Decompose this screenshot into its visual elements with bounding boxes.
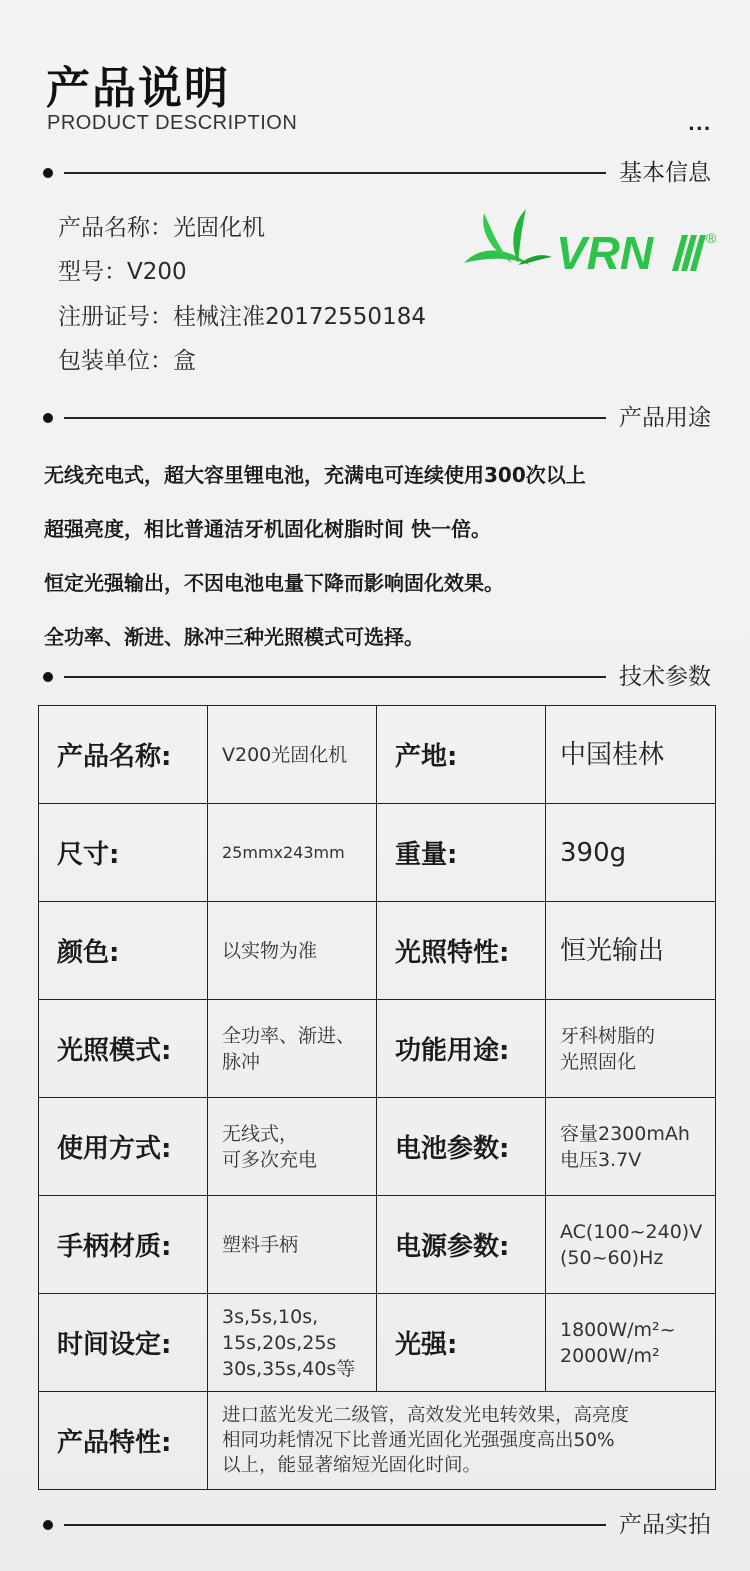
spec-key: 重量: [377,804,546,902]
spec-value-line: AC(100~240)V [560,1220,703,1243]
bullet-dot [43,672,53,682]
spec-value-line: 牙科树脂的 [560,1024,656,1047]
spec-key: 功能用途: [377,1000,546,1098]
page-title: 产品说明 [46,63,230,114]
spec-table [38,705,716,1490]
spec-key: 光照模式: [39,1000,208,1098]
brand-wordmark: VRN [556,227,654,277]
spec-value [546,1294,716,1392]
section-label-tech: 技术参数 [619,664,711,690]
bullet-dot [43,413,53,423]
spec-value: 塑料手柄 [208,1196,377,1294]
spec-value: 恒光输出 [546,902,716,1000]
table-row [39,902,716,1000]
spec-value [208,1098,377,1196]
spec-key: 手柄材质: [39,1196,208,1294]
table-row [39,1000,716,1098]
spec-value-line: 进口蓝光发光二级管，高效发光电转效果，高亮度 [222,1405,630,1426]
spec-value-line: 容量2300mAh [560,1122,690,1145]
spec-value-line: 可多次充电 [222,1148,318,1171]
bullet-dot [43,1520,53,1530]
spec-key: 光照特性: [377,902,546,1000]
spec-key: 使用方式: [39,1098,208,1196]
table-row [39,804,716,902]
spec-value [546,1098,716,1196]
info-model: 型号：V200 [58,259,187,285]
spec-value [546,1000,716,1098]
spec-value-line: 脉冲 [222,1050,261,1073]
section-divider-tech [0,662,750,692]
spec-value-line: 2000W/m² [560,1344,660,1367]
registered-mark: ® [706,230,717,246]
section-divider-photos [0,1510,750,1540]
spec-value [208,1392,716,1490]
vrn-logo [460,205,722,277]
spec-value-line: 全功率、渐进、 [222,1024,356,1047]
spec-value [546,1196,716,1294]
usage-item: 全功率、渐进、脉冲三种光照模式可选择。 [44,625,424,649]
section-divider-usage [0,403,750,433]
spec-value-line: 3s,5s,10s, [222,1305,319,1328]
info-package-unit: 包装单位：盒 [58,348,196,374]
spec-key: 颜色: [39,902,208,1000]
spec-value: 中国桂林 [546,706,716,804]
spec-key: 产品特性: [39,1392,208,1490]
spec-value-line: 光照固化 [560,1050,637,1073]
table-row [39,1196,716,1294]
bullet-dot [43,168,53,178]
spec-value: 25mmx243mm [208,804,377,902]
divider-line [64,676,606,678]
section-label-photos: 产品实拍 [619,1512,711,1538]
usage-item: 恒定光强输出，不因电池电量下降而影响固化效果。 [44,571,504,595]
spec-key: 电池参数: [377,1098,546,1196]
spec-value: 以实物为准 [208,902,377,1000]
spec-key: 时间设定: [39,1294,208,1392]
spec-value-line: 电压3.7V [560,1148,642,1171]
info-product-name: 产品名称：光固化机 [58,215,265,241]
spec-key: 产品名称: [39,706,208,804]
divider-line [64,417,606,419]
table-row [39,1098,716,1196]
spec-key: 电源参数: [377,1196,546,1294]
section-label-usage: 产品用途 [619,405,711,431]
usage-item: 超强亮度，相比普通洁牙机固化树脂时间 快一倍。 [44,517,491,541]
spec-value-line: 无线式， [222,1122,299,1145]
divider-line [64,1524,606,1526]
table-row [39,706,716,804]
spec-key: 光强: [377,1294,546,1392]
spec-value-line: 15s,20s,25s [222,1331,337,1354]
section-divider-basic [0,158,750,188]
usage-item: 无线充电式，超大容里锂电池，充满电可连续使用300次以上 [44,463,586,487]
table-row [39,1392,716,1490]
spec-key: 产地: [377,706,546,804]
spec-value: V200光固化机 [208,706,377,804]
table-row [39,1294,716,1392]
stripes-icon [672,235,706,271]
spec-value-line: 相同功耗情况下比普通光固化光强强度高出50% [222,1430,615,1451]
section-label-basic: 基本信息 [619,160,711,186]
spec-value-line: 30s,35s,40s等 [222,1357,356,1380]
spec-key: 尺寸: [39,804,208,902]
spec-value [208,1294,377,1392]
spec-value [208,1000,377,1098]
leaf-mark-icon [464,209,552,265]
page-subtitle: PRODUCT DESCRIPTION [47,112,298,134]
spec-value: 390g [546,804,716,902]
divider-line [64,172,606,174]
more-icon[interactable]: ... [688,114,712,135]
info-registration: 注册证号：桂械注准20172550184 [58,304,426,330]
spec-value-line: 1800W/m²~ [560,1318,676,1341]
spec-value-line: (50~60)Hz [560,1246,664,1269]
spec-value-line: 以上，能显著缩短光固化时间。 [222,1455,482,1476]
